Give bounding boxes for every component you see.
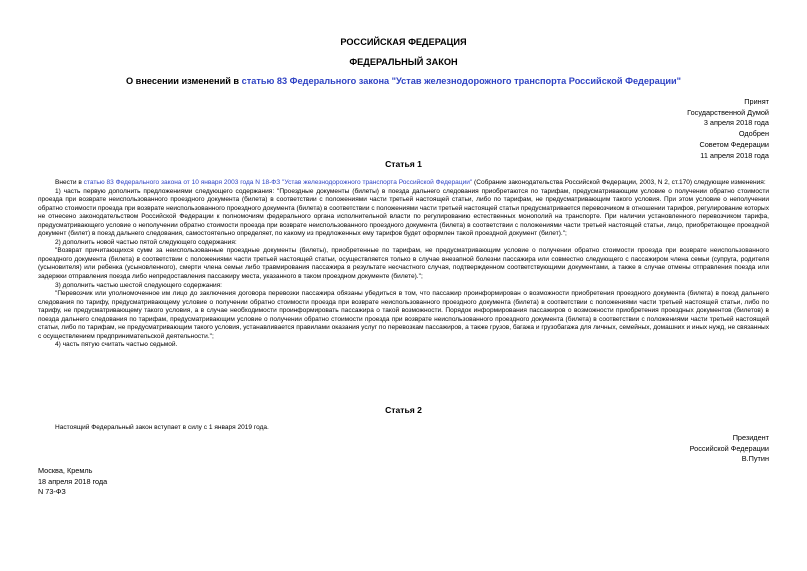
intro-link[interactable]: статью 83 Федерального закона от 10 января 2003 года N 18-ФЗ "Устав железнодорожного транспорта Российской Федерации" xyxy=(83,179,473,186)
paragraph: 3) дополнить частью шестой следующего содержания: xyxy=(55,281,222,289)
adoption-line: Принят xyxy=(744,97,769,106)
paragraph: 2) дополнить новой частью пятой следующего содержания: xyxy=(55,238,237,246)
paragraph: Настоящий Федеральный закон вступает в силу с 1 января 2019 года. xyxy=(55,424,269,431)
law-type-heading: ФЕДЕРАЛЬНЫЙ ЗАКОН xyxy=(349,57,458,67)
signature-name: В.Путин xyxy=(741,454,769,464)
place-date: 18 апреля 2018 года xyxy=(38,476,108,486)
adoption-date: 11 апреля 2018 года xyxy=(700,150,769,160)
paragraph: "Перевозчик или уполномоченное им лицо до заключения договора перевозки пассажира обязаны убедиться в том, что пассажир проинформирован о возможности приобретения проездного документа (билета) в поезд дальнего следования по тарифу, предусматривающему условие о получении обратно стоимости проезда при возврате неиспользованного проездного документа (билета) в соответствии с положениями части третьей настоящей статьи, либо по тарифу, не предусматривающему такого условия, а в случае необходимости проинформировать пассажира о такой возможности. Порядок информирования пассажиров о возможности приобретения проездных документов (билетов) в поезда дальнего следования по тарифам, предусматривающим условие о получении обратно стоимости проезда при возврате неиспользованного проездного документа (билета) в соответствии с положениями части третьей настоящей статьи, либо по тарифам, не предусматривающим такого условия, устанавливается правилами оказания услуг по перевозкам пассажиров, а также грузов, багажа и грузобагажа для личных, семейных, домашних и иных нужд, не связанных с осуществлением предпринимательской деятельности."; xyxy=(38,290,769,340)
adoption-date: 3 апреля 2018 года xyxy=(703,118,769,128)
adoption-block xyxy=(687,97,769,161)
paragraph: "Возврат причитающихся сумм за неиспользованные проездные документы (билеты), приобретенные по тарифам, не предусматривающим условие о получении обратно стоимости проезда при возврате неиспользованного проездного документа (билета) в соответствии с положениями части третьей настоящей статьи, осуществляется только в случае внезапной болезни пассажира или совместно следующего с пассажиром члена семьи (супруга, родителя (усыновителя) или ребенка (усыновленного), смерти члена семьи либо травмирования пассажира в результате несчастного случая, подтвержденном соответствующими документами, а также в случае отмены отправления поезда или задержки отправления поезда либо непредоставления пассажиру места, указанного в таком проездном документе (билете)."; xyxy=(38,247,769,281)
country-heading: РОССИЙСКАЯ ФЕДЕРАЦИЯ xyxy=(340,37,467,47)
place-line: Москва, Кремль xyxy=(38,466,93,475)
intro-prefix: Внести в xyxy=(55,179,84,186)
article-1-intro xyxy=(38,179,769,188)
intro-suffix: (Собрание законодательства Российской Федерации, 2003, N 2, ст.170) следующие изменения: xyxy=(472,179,766,186)
adoption-line: Советом Федерации xyxy=(699,139,769,149)
signature-line: Российской Федерации xyxy=(689,443,769,453)
place-block xyxy=(38,466,107,498)
law-title xyxy=(0,76,807,86)
adoption-line: Государственной Думой xyxy=(687,107,769,117)
signature-block xyxy=(690,433,769,465)
paragraph: 1) часть первую дополнить предложениями следующего содержания: "Проездные документы (билеты) в поезда дальнего следования приобретаются по тарифам, предусматривающим условие о получении обратно стоимости проезда при возврате неиспользованного проездного документа (билета) в соответствии с положениями части третьей настоящей статьи, либо по тарифам, не предусматривающим такого условия. При этом условие о неполучении обратно стоимости проезда при возврате неиспользованного проездного документа (билета) в соответствии с положениями части третьей настоящей статьи предусматривается перевозчиком в отношении тарифов, регулирование которых не отнесено законодательством Российской Федерации к полномочиям федерального органа исполнительной власти по регулированию естественных монополий на транспорте. При наличии установленного перевозчиком тарифа, предусматривающего условие о неполучении обратно стоимости проезда при возврате неиспользованного проездного документа (билета) в соответствии с положениями части третьей настоящей статьи, лицо, приобретающее проездной документ (билет) в поезд дальнего следования, самостоятельно определяет, по какому из предложенных ему тарифов будет оформлен такой проездной документ (билет)."; xyxy=(38,187,769,238)
article-2-heading: Статья 2 xyxy=(385,405,422,415)
adoption-line: Одобрен xyxy=(738,129,769,139)
paragraph: 4) часть пятую считать частью седьмой. xyxy=(55,341,178,349)
law-title-prefix: О внесении изменений в xyxy=(125,76,242,86)
law-number: N 73-ФЗ xyxy=(38,487,66,497)
law-title-link[interactable]: статью 83 Федерального закона "Устав железнодорожного транспорта Российской Федерации" xyxy=(241,76,682,86)
article-1-heading: Статья 1 xyxy=(385,159,422,169)
signature-line: Президент xyxy=(732,433,769,442)
article-1-body xyxy=(38,179,769,350)
article-2-body xyxy=(38,424,769,433)
